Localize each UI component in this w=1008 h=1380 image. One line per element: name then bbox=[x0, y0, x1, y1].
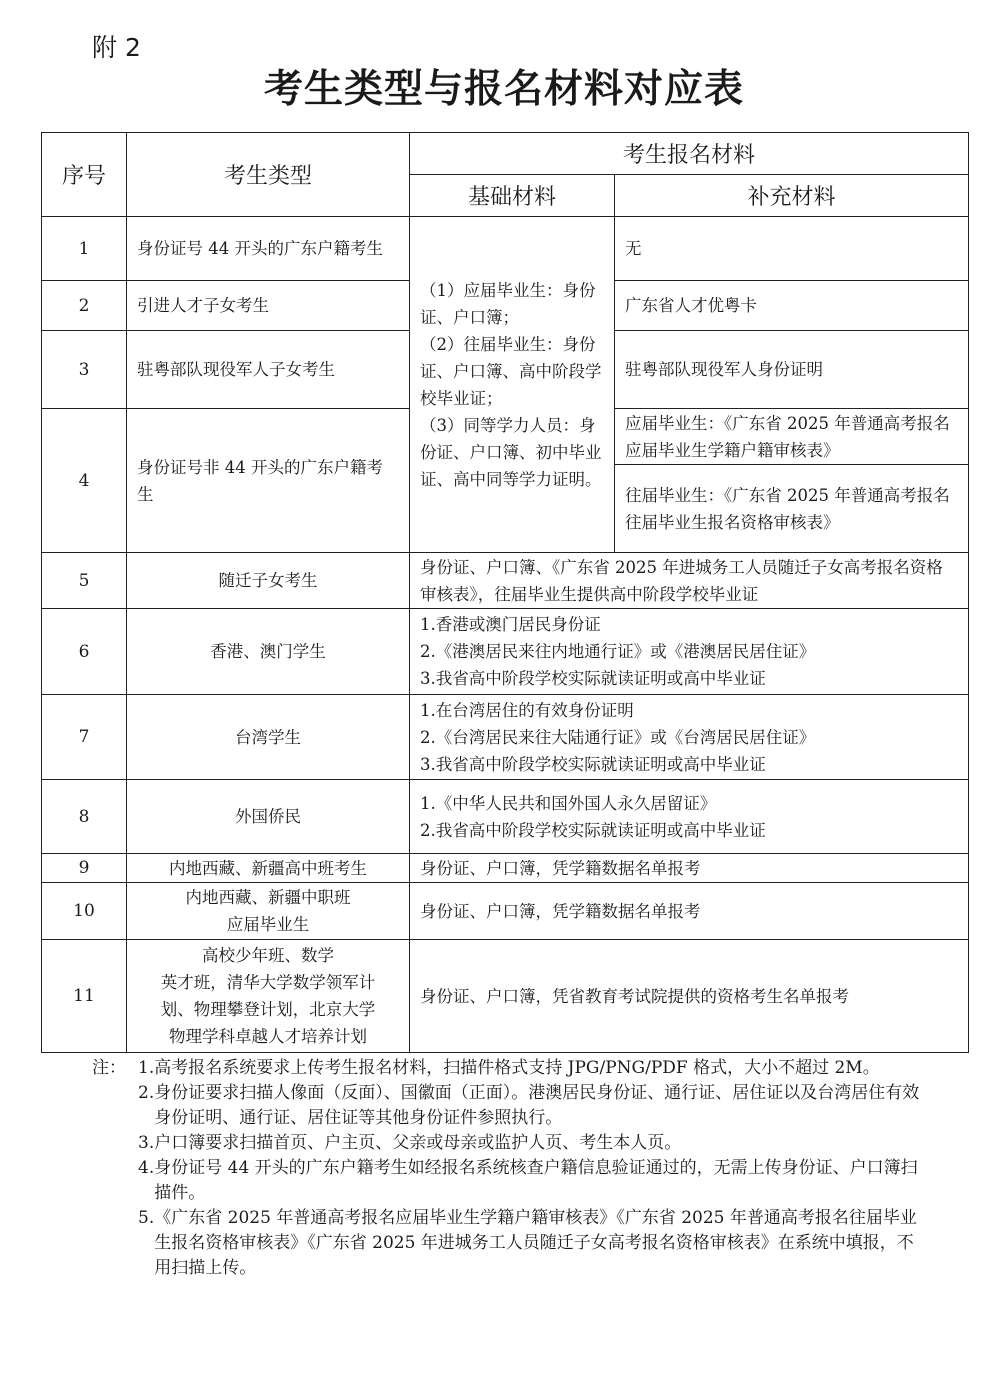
candidate-type: 身份证号非 44 开头的广东户籍考生 bbox=[127, 409, 410, 553]
basic-material-item: （2）往届毕业生：身份证、户口簿、高中阶段学校毕业证； bbox=[420, 334, 602, 408]
note-item bbox=[92, 1131, 922, 1156]
note-item bbox=[92, 1156, 922, 1206]
row-number: 7 bbox=[42, 695, 127, 780]
type-line: 划、物理攀登计划，北京大学 bbox=[160, 1000, 376, 1019]
table-row bbox=[42, 940, 969, 1053]
candidate-type: 引进人才子女考生 bbox=[127, 281, 410, 331]
row-number: 2 bbox=[42, 281, 127, 331]
material-line: 2.《台湾居民来往大陆通行证》或《台湾居民居住证》 bbox=[420, 727, 816, 747]
note-number: 1. bbox=[138, 1058, 155, 1078]
combined-materials: 身份证、户口簿、《广东省 2025 年进城务工人员随迁子女高考报名资格审核表》，往届毕业生提供高中阶段学校毕业证 bbox=[410, 553, 969, 609]
table-row bbox=[42, 609, 969, 695]
candidate-type: 身份证号 44 开头的广东户籍考生 bbox=[127, 217, 410, 281]
header-type: 考生类型 bbox=[127, 133, 410, 217]
note-number: 3. bbox=[138, 1133, 155, 1153]
candidate-type: 外国侨民 bbox=[127, 780, 410, 854]
material-line: 1.《中华人民共和国外国人永久居留证》 bbox=[420, 793, 717, 813]
header-supplement: 补充材料 bbox=[615, 175, 969, 217]
note-item bbox=[92, 1206, 922, 1281]
combined-materials bbox=[410, 609, 969, 695]
material-line: 3.我省高中阶段学校实际就读证明或高中毕业证 bbox=[420, 669, 766, 688]
page-title: 考生类型与报名材料对应表 bbox=[263, 66, 744, 112]
row-number: 8 bbox=[42, 780, 127, 854]
supplement-material: 驻粤部队现役军人身份证明 bbox=[615, 331, 969, 409]
materials-table bbox=[41, 132, 969, 1053]
table-row bbox=[42, 780, 969, 854]
supplement-material: 无 bbox=[615, 217, 969, 281]
table-row bbox=[42, 883, 969, 940]
supplement-material: 往届毕业生：《广东省 2025 年普通高考报名往届毕业生报名资格审核表》 bbox=[615, 465, 969, 553]
combined-materials bbox=[410, 780, 969, 854]
material-line: 1.香港或澳门居民身份证 bbox=[420, 615, 601, 634]
row-number: 4 bbox=[42, 409, 127, 553]
candidate-type: 驻粤部队现役军人子女考生 bbox=[127, 331, 410, 409]
material-line: 2.《港澳居民来往内地通行证》或《港澳居民居住证》 bbox=[420, 642, 816, 661]
supplement-material: 广东省人才优粤卡 bbox=[615, 281, 969, 331]
table-row bbox=[42, 695, 969, 780]
note-text: 户口簿要求扫描首页、户主页、父亲或母亲或监护人页、考生本人页。 bbox=[154, 1133, 682, 1153]
note-number: 5. bbox=[138, 1208, 155, 1228]
row-number: 6 bbox=[42, 609, 127, 695]
notes-prefix: 注： bbox=[92, 1058, 126, 1078]
basic-materials bbox=[410, 217, 615, 553]
material-line: 1.在台湾居住的有效身份证明 bbox=[420, 700, 634, 720]
note-number: 2. bbox=[138, 1083, 155, 1103]
material-line: 2.我省高中阶段学校实际就读证明或高中毕业证 bbox=[420, 820, 766, 840]
note-item bbox=[92, 1056, 922, 1081]
row-number: 9 bbox=[42, 854, 127, 883]
table-row bbox=[42, 553, 969, 609]
header-materials: 考生报名材料 bbox=[410, 133, 969, 175]
row-number: 5 bbox=[42, 553, 127, 609]
candidate-type bbox=[127, 940, 410, 1053]
candidate-type: 内地西藏、新疆高中班考生 bbox=[127, 854, 410, 883]
note-text: 《广东省 2025 年普通高考报名应届毕业生学籍户籍审核表》《广东省 2025 年普通高考报名往届毕业生报名资格审核表》《广东省 2025 年进城务工人员随迁子女高考报名资格审核表》在系统中填报，不用扫描上传。 bbox=[154, 1208, 917, 1278]
supplement-material: 应届毕业生：《广东省 2025 年普通高考报名应届毕业生学籍户籍审核表》 bbox=[615, 409, 969, 465]
table-row bbox=[42, 217, 969, 281]
candidate-type: 台湾学生 bbox=[127, 695, 410, 780]
combined-materials: 身份证、户口簿，凭省教育考试院提供的资格考生名单报考 bbox=[410, 940, 969, 1053]
candidate-type: 随迁子女考生 bbox=[127, 553, 410, 609]
row-number: 10 bbox=[42, 883, 127, 940]
row-number: 11 bbox=[42, 940, 127, 1053]
note-text: 身份证号 44 开头的广东户籍考生如经报名系统核查户籍信息验证通过的，无需上传身份证、户口簿扫描件。 bbox=[154, 1158, 918, 1203]
combined-materials bbox=[410, 695, 969, 780]
note-text: 身份证要求扫描人像面（反面）、国徽面（正面）。港澳居民身份证、通行证、居住证以及台湾居住有效身份证明、通行证、居住证等其他身份证件参照执行。 bbox=[154, 1083, 920, 1128]
basic-material-item: （1）应届毕业生：身份证、户口簿； bbox=[420, 280, 596, 327]
appendix-label: 附 2 bbox=[92, 33, 141, 62]
type-line: 高校少年班、数学 bbox=[202, 946, 334, 965]
note-number: 4. bbox=[138, 1158, 155, 1178]
header-basic: 基础材料 bbox=[410, 175, 615, 217]
material-line: 3.我省高中阶段学校实际就读证明或高中毕业证 bbox=[420, 754, 766, 774]
note-text: 高考报名系统要求上传考生报名材料，扫描件格式支持 JPG/PNG/PDF 格式，大小不超过 2M。 bbox=[154, 1058, 880, 1078]
basic-material-item: （3）同等学力人员：身份证、户口簿、初中毕业证、高中同等学力证明。 bbox=[420, 415, 602, 489]
table-row bbox=[42, 854, 969, 883]
type-line: 英才班，清华大学数学领军计 bbox=[160, 973, 376, 992]
type-line: 内地西藏、新疆中职班 bbox=[185, 888, 351, 907]
row-number: 3 bbox=[42, 331, 127, 409]
type-line: 物理学科卓越人才培养计划 bbox=[169, 1027, 367, 1046]
type-line: 应届毕业生 bbox=[226, 915, 310, 934]
combined-materials: 身份证、户口簿，凭学籍数据名单报考 bbox=[410, 883, 969, 940]
candidate-type bbox=[127, 883, 410, 940]
notes-section bbox=[92, 1056, 922, 1281]
note-item bbox=[92, 1081, 922, 1131]
candidate-type: 香港、澳门学生 bbox=[127, 609, 410, 695]
combined-materials: 身份证、户口簿，凭学籍数据名单报考 bbox=[410, 854, 969, 883]
row-number: 1 bbox=[42, 217, 127, 281]
header-seq: 序号 bbox=[42, 133, 127, 217]
